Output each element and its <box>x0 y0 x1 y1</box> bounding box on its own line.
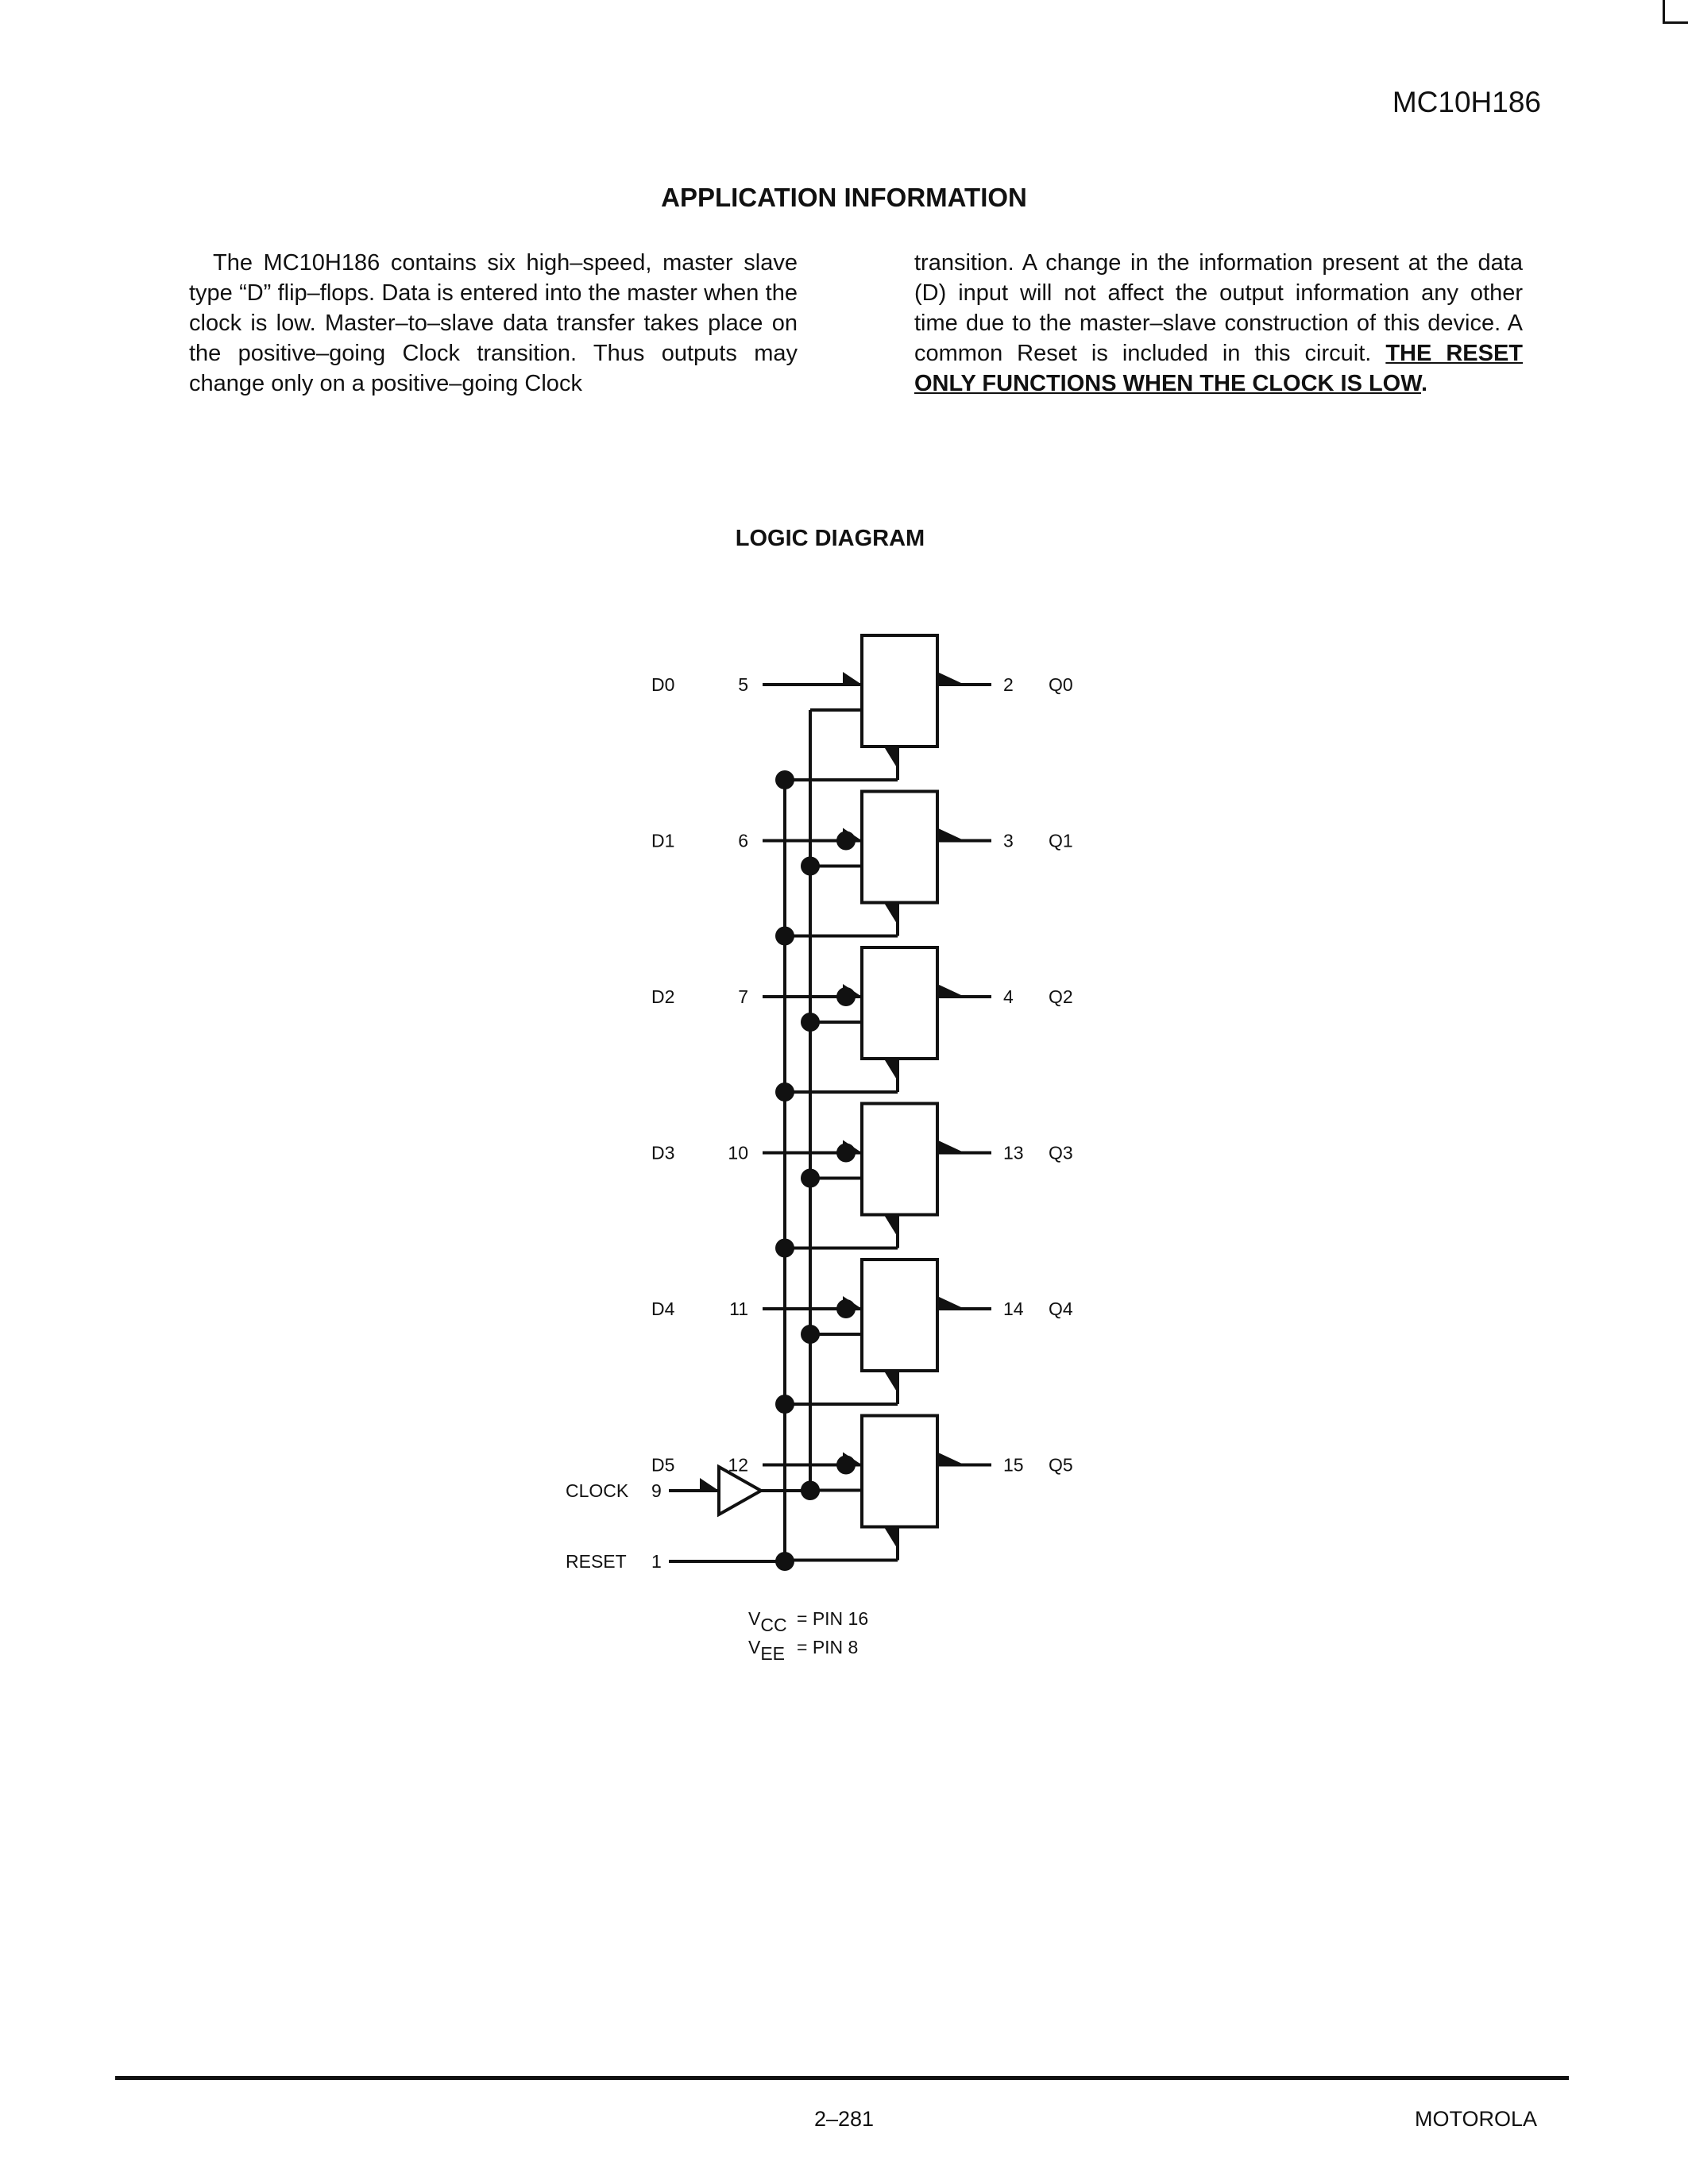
clock-label: CLOCK <box>566 1480 629 1501</box>
flip-flop-1 <box>862 792 937 903</box>
d-pin-0: 5 <box>738 674 748 695</box>
d-pin-4: 11 <box>729 1298 748 1319</box>
junction-dot <box>801 1481 820 1500</box>
vee-note: VEE = PIN 8 <box>748 1637 859 1664</box>
page-number: 2–281 <box>813 2107 875 2131</box>
col2-text: transition. A change in the information present at the data (D) input will not affect the output information any other time due to the master–slave construction of this device. A common Reset is included in this circuit. <box>914 250 1523 366</box>
q-pin-3: 13 <box>1003 1142 1024 1163</box>
q-pin-1: 3 <box>1003 830 1014 851</box>
footer-brand: MOTOROLA <box>1414 2107 1537 2131</box>
q-output-arrow <box>937 1296 961 1307</box>
footer-rule <box>115 2076 1569 2080</box>
reset-input-arrow <box>885 1217 898 1237</box>
d-label-3: D3 <box>651 1142 675 1163</box>
d-label-4: D4 <box>651 1298 675 1319</box>
reset-warning-period: . <box>1421 371 1428 396</box>
q-output-arrow <box>937 828 961 839</box>
flip-flop-5 <box>862 1416 937 1527</box>
reset-pin: 1 <box>651 1551 662 1572</box>
d-input-arrow <box>843 672 862 685</box>
q-pin-5: 15 <box>1003 1454 1024 1476</box>
junction-dot <box>836 1456 856 1475</box>
flip-flop-4 <box>862 1260 937 1371</box>
q-output-arrow <box>937 1140 961 1152</box>
d-label-5: D5 <box>651 1454 675 1476</box>
application-text-col1: The MC10H186 contains six high–speed, master slave type “D” flip–flops. Data is entered into the master when the clock is low. Master–to–slave data transfer takes place on the positive–going Clock transition. Thus outputs may change only on a positive–going Clock <box>189 250 798 396</box>
reset-input-arrow <box>885 1060 898 1081</box>
q-output-arrow <box>937 984 961 995</box>
q-pin-4: 14 <box>1003 1298 1024 1319</box>
d-pin-2: 7 <box>738 986 748 1007</box>
d-label-2: D2 <box>651 986 675 1007</box>
q-pin-0: 2 <box>1003 674 1014 695</box>
reset-warning: THE RESET ONLY FUNCTIONS WHEN THE CLOCK IS LOW <box>914 341 1523 396</box>
d-pin-1: 6 <box>738 830 748 851</box>
d-label-0: D0 <box>651 674 675 695</box>
junction-dot <box>775 1239 794 1258</box>
clock-in-arrow <box>700 1478 719 1491</box>
application-heading: APPLICATION INFORMATION <box>661 183 1027 212</box>
junction-dot <box>775 927 794 946</box>
q-output-arrow <box>937 672 961 683</box>
junction-dot <box>801 1325 820 1344</box>
junction-dot <box>801 857 820 876</box>
q-label-4: Q4 <box>1049 1298 1073 1319</box>
junction-dot <box>801 1013 820 1032</box>
reset-input-arrow <box>885 748 898 769</box>
flip-flop-0 <box>862 635 937 747</box>
reset-label: RESET <box>566 1551 627 1572</box>
vcc-note: VCC = PIN 16 <box>748 1608 869 1635</box>
junction-dot <box>775 1082 794 1102</box>
q-label-2: Q2 <box>1049 986 1073 1007</box>
q-label-3: Q3 <box>1049 1142 1073 1163</box>
reset-input-arrow <box>885 1372 898 1393</box>
q-label-1: Q1 <box>1049 830 1073 851</box>
q-label-0: Q0 <box>1049 674 1073 695</box>
junction-dot <box>775 770 794 789</box>
d-label-1: D1 <box>651 830 675 851</box>
d-pin-5: 12 <box>728 1454 748 1476</box>
junction-dot <box>836 987 856 1006</box>
junction-dot <box>801 1169 820 1188</box>
q-output-arrow <box>937 1453 961 1464</box>
junction-dot <box>775 1552 794 1571</box>
reset-input-arrow <box>885 905 898 925</box>
d-pin-3: 10 <box>728 1142 748 1163</box>
part-number: MC10H186 <box>1392 86 1541 118</box>
q-label-5: Q5 <box>1049 1454 1073 1476</box>
junction-dot <box>836 832 856 851</box>
junction-dot <box>836 1299 856 1318</box>
reset-input-arrow <box>885 1529 898 1549</box>
flip-flop-3 <box>862 1104 937 1215</box>
clock-pin: 9 <box>651 1480 662 1501</box>
logic-diagram-title: LOGIC DIAGRAM <box>735 526 925 551</box>
q-pin-2: 4 <box>1003 986 1014 1007</box>
flip-flop-2 <box>862 947 937 1059</box>
junction-dot <box>836 1144 856 1163</box>
junction-dot <box>775 1395 794 1414</box>
